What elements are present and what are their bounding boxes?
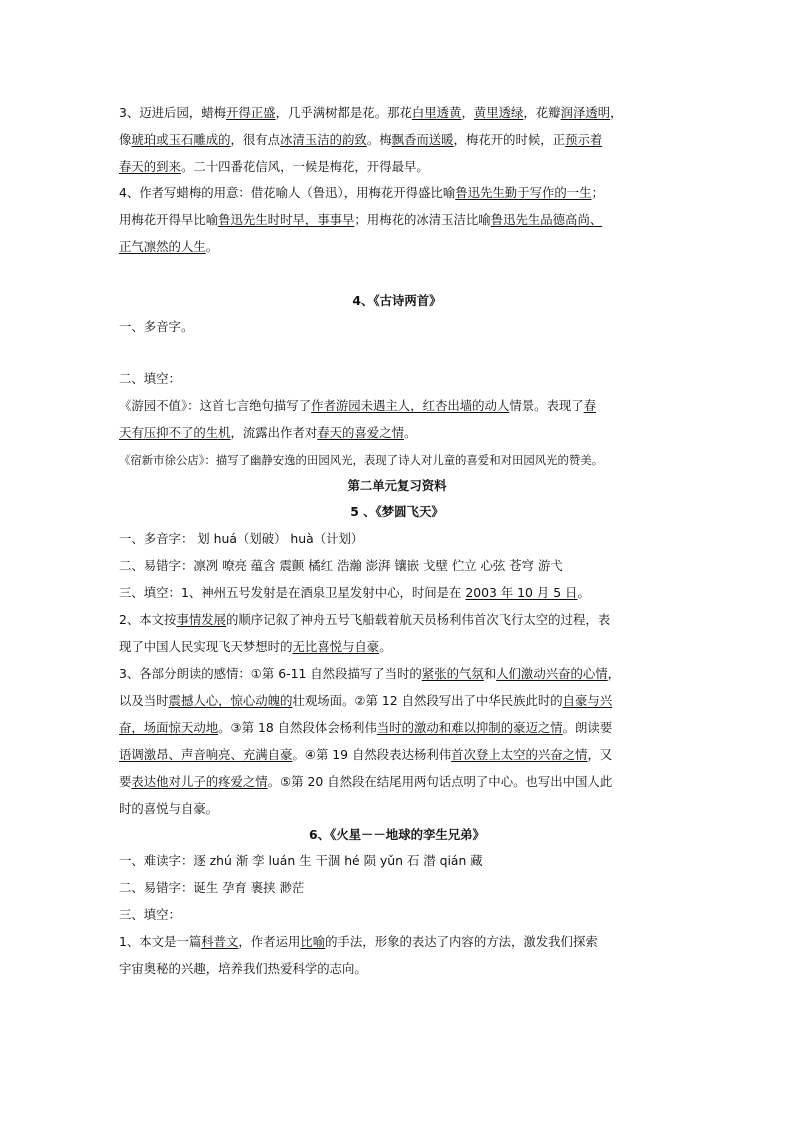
text-line: 《游园不值》：这首七言绝句描写了作者游园未遇主人，红杏出墙的动人情景。表现了春: [119, 398, 597, 413]
text-line: 宇宙奥秘的兴趣，培养我们热爱科学的志向。: [119, 961, 367, 976]
text-line: 二、易错字：凛冽 嘹亮 蕴含 震颤 橘红 浩瀚 澎湃 镶嵌 戈壁 伫立 心弦 苍穹 游弋: [119, 558, 563, 573]
section-title: 6、《火星－－地球的孪生兄弟》: [309, 827, 485, 842]
text-line: 春天的到来。二十四番花信风，一候是梅花，开得最早。: [119, 159, 429, 174]
text-line: 语调激昂、声音响亮、充满自豪。④第 19 自然段表达杨利伟首次登上太空的兴奋之情，又: [119, 747, 613, 762]
text-line: 《宿新市徐公店》：描写了幽静安逸的田园风光，表现了诗人对儿童的喜爱和对田园风光的赞美。: [119, 453, 604, 467]
text-line: 3、各部分朗读的感情：①第 6-11 自然段描写了当时的紧张的气氛和人们激动兴奋的心情，: [119, 666, 621, 681]
text-line: 一、难读字：逐 zhú 渐 孪 luán 生 干涸 hé 陨 yǔn 石 潜 qián 藏: [119, 853, 483, 868]
text-line: 二、易错字：诞生 孕育 裹挟 渺茫: [119, 880, 305, 895]
text-line: 三、填空：1、神州五号发射是在酒泉卫星发射中心，时间是在 2003 年 10 月 5 日。: [119, 585, 590, 600]
text-line: 奋，场面惊天动地。③第 18 自然段体会杨利伟当时的激动和难以抑制的豪迈之情。朗读要: [119, 720, 613, 735]
text-line: 以及当时震撼人心，惊心动魄的壮观场面。②第 12 自然段写出了中华民族此时的自豪与兴: [119, 693, 613, 708]
text-line: 一、多音字： 划 huá（划破） huà（计划）: [119, 531, 364, 546]
text-line: 天有压抑不了的生机，流露出作者对春天的喜爱之情。: [119, 425, 417, 440]
text-line: 3、迈进后园，蜡梅开得正盛，几乎满树都是花。那花白里透黄，黄里透绿，花瓣润泽透明，: [119, 105, 623, 120]
subheading: 一、多音字。: [119, 319, 194, 334]
subheading: 二、填空：: [119, 371, 181, 386]
text-line: 2、本文按事情发展的顺序记叙了神舟五号飞船载着航天员杨利伟首次飞行太空的过程，表: [119, 612, 611, 627]
text-line: 用梅花开得早比喻鲁迅先生时时早，事事早；用梅花的冰清玉洁比喻鲁迅先生品德高尚、: [119, 212, 603, 227]
text-line: 要表达他对儿子的疼爱之情。⑤第 20 自然段在结尾用两句话点明了中心。也写出中国人此: [119, 774, 613, 789]
text-line: 1、本文是一篇科普文，作者运用比喻的手法，形象的表达了内容的方法，激发我们探索: [119, 934, 598, 949]
unit-title: 第二单元复习资料: [347, 478, 447, 493]
section-title: 5 、《梦圆飞天》: [350, 504, 444, 519]
text-line: 现了中国人民实现飞天梦想时的无比喜悦与自豪。: [119, 639, 392, 654]
text-line: 正气凛然的人生。: [119, 239, 219, 254]
text-line: 像琥珀或玉石雕成的，很有点冰清玉洁的韵致。梅飘香而送暖，梅花开的时候，正预示着: [119, 132, 603, 147]
text-line: 4、作者写蜡梅的用意：借花喻人（鲁迅），用梅花开得盛比喻鲁迅先生勤于写作的一生；: [119, 185, 604, 200]
section-title: 4、《古诗两首》: [352, 293, 442, 308]
text-line: 三、填空：: [119, 907, 181, 922]
text-line: 时的喜悦与自豪。: [119, 801, 219, 816]
